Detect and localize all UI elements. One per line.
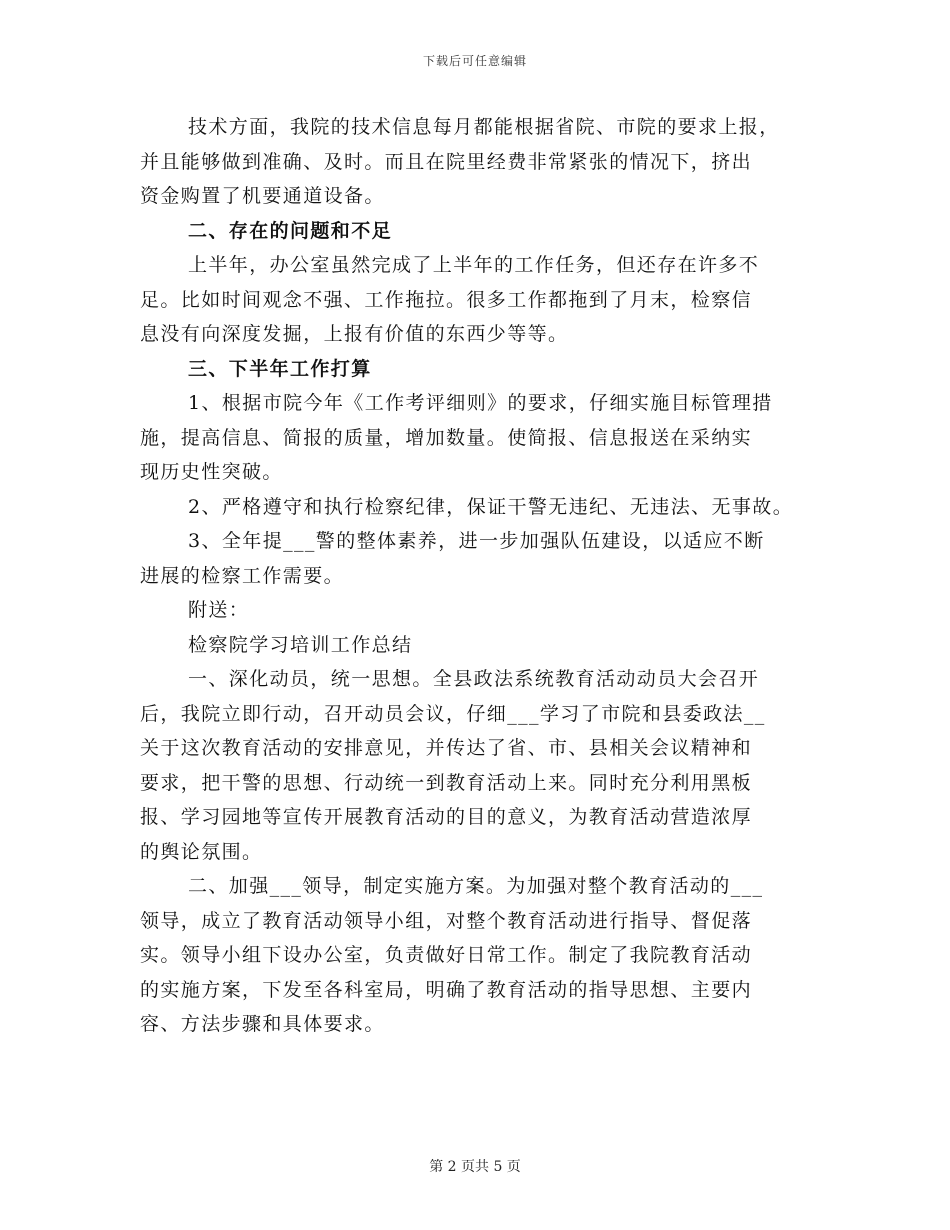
text-line: 领导，成立了教育活动领导小组，对整个教育活动进行指导、督促落	[140, 909, 753, 932]
section-heading: 三、下半年工作打算	[188, 357, 372, 380]
text-line: 检察院学习培训工作总结	[188, 633, 413, 656]
text-line: 要求，把干警的思想、行动统一到教育活动上来。同时充分利用黑板	[140, 771, 753, 794]
text-line: 技术方面，我院的技术信息每月都能根据省院、市院的要求上报，	[188, 116, 780, 138]
text-line: 3、全年提___警的整体素养，进一步加强队伍建设，以适应不断	[188, 530, 765, 552]
text-line: 的实施方案，下发至各科室局，明确了教育活动的指导思想、主要内	[140, 978, 753, 1001]
text-line: 后，我院立即行动，召开动员会议，仔细___学习了市院和县委政法__	[140, 702, 766, 725]
text-line: 资金购置了机要通道设备。	[140, 185, 385, 207]
text-line: 报、学习园地等宣传开展教育活动的目的意义，为教育活动营造浓厚	[140, 806, 753, 828]
text-line: 进展的检察工作需要。	[140, 564, 345, 587]
document-body	[140, 110, 830, 1042]
text-line: 息没有向深度发掘，上报有价值的东西少等等。	[140, 323, 569, 345]
page-number: 第 2 页共 5 页	[429, 1159, 521, 1175]
text-line: 容、方法步骤和具体要求。	[140, 1013, 385, 1035]
text-line: 关于这次教育活动的安排意见，并传达了省、市、县相关会议精神和	[140, 737, 753, 759]
text-line: 的舆论氛围。	[140, 840, 263, 863]
section-heading: 二、存在的问题和不足	[188, 219, 393, 242]
text-line: 1、根据市院今年《工作考评细则》的要求，仔细实施目标管理措	[188, 392, 773, 414]
text-line: 现历史性突破。	[140, 461, 283, 483]
text-line: 上半年，办公室虽然完成了上半年的工作任务，但还存在许多不	[188, 254, 760, 276]
text-line: 施，提高信息、简报的质量，增加数量。使简报、信息报送在采纳实	[140, 426, 753, 449]
text-line: 一、深化动员，统一思想。全县政法系统教育活动动员大会召开	[188, 668, 760, 690]
page-header: 下载后可任意编辑	[422, 54, 527, 68]
text-line: 足。比如时间观念不强、工作拖拉。很多工作都拖到了月末，检察信	[140, 288, 753, 311]
text-line: 二、加强___领导，制定实施方案。为加强对整个教育活动的___	[188, 875, 764, 897]
text-line: 附送：	[188, 599, 250, 621]
text-line: 并且能够做到准确、及时。而且在院里经费非常紧张的情况下，挤出	[140, 150, 753, 173]
text-line: 2、严格遵守和执行检察纪律，保证干警无违纪、无违法、无事故。	[188, 495, 794, 518]
text-line: 实。领导小组下设办公室，负责做好日常工作。制定了我院教育活动	[140, 944, 753, 966]
